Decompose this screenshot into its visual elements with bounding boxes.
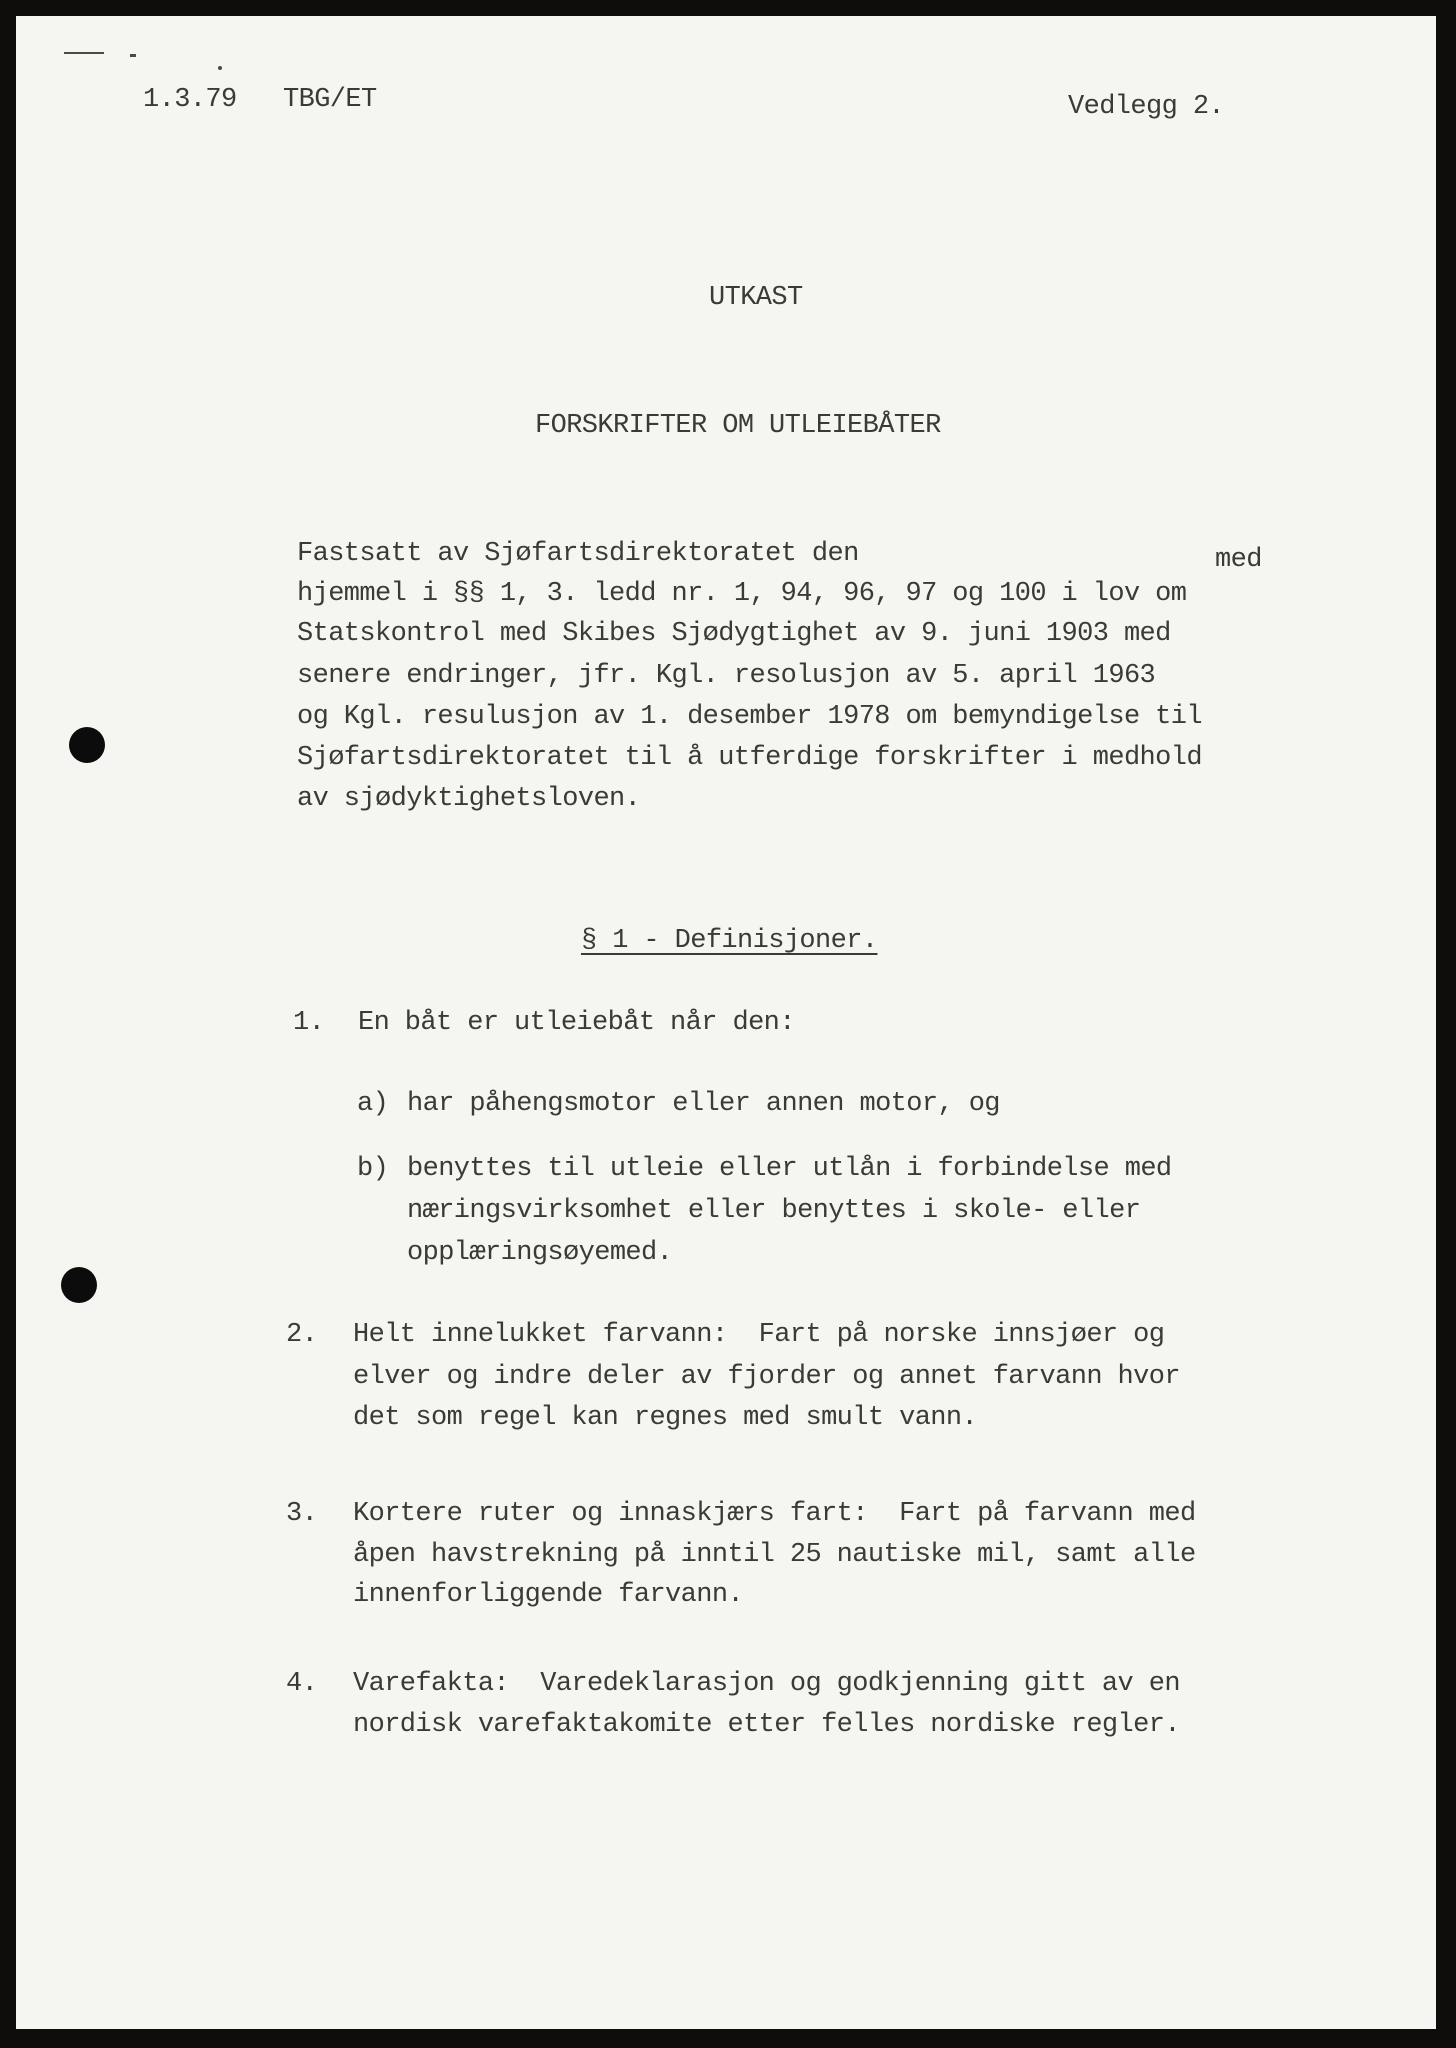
document-page (16, 16, 1436, 2029)
item-text: Helt innelukket farvann: Fart på norske innsjøer og (353, 1320, 1165, 1350)
stray-mark (130, 54, 136, 57)
author-initials: TBG/ET (283, 85, 377, 115)
section-heading: § 1 - Definisjoner. (581, 926, 878, 956)
punch-hole (61, 1267, 97, 1303)
item-text: Varefakta: Varedeklarasjon og godkjenning gitt av en (353, 1669, 1180, 1699)
item-text: åpen havstrekning på inntil 25 nautiske mil, samt alle (353, 1540, 1196, 1570)
preamble-line: av sjødyktighetsloven. (297, 784, 641, 814)
item-text: elver og indre deler av fjorder og annet farvann hvor (353, 1362, 1180, 1392)
document-title: FORSKRIFTER OM UTLEIEBÅTER (535, 411, 941, 441)
item-number: 1. (293, 1008, 325, 1038)
item-number: 2. (286, 1320, 318, 1350)
item-number: 4. (286, 1669, 318, 1699)
preamble-line: Sjøfartsdirektoratet til å utferdige forskrifter i medhold (297, 743, 1202, 773)
preamble-line-end: med (1215, 545, 1262, 575)
draft-label: UTKAST (709, 283, 803, 313)
date-reference: 1.3.79 (143, 85, 237, 115)
item-text: nordisk varefaktakomite etter felles nordiske regler. (353, 1710, 1180, 1740)
preamble-line: Fastsatt av Sjøfartsdirektoratet den (297, 539, 859, 569)
subitem-text: benyttes til utleie eller utlån i forbindelse med (407, 1154, 1172, 1184)
subitem-text: har påhengsmotor eller annen motor, og (407, 1089, 1000, 1119)
item-text: Kortere ruter og innaskjærs fart: Fart på farvann med (353, 1499, 1196, 1529)
stray-mark (218, 66, 222, 70)
preamble-line: og Kgl. resulusjon av 1. desember 1978 om bemyndigelse til (297, 702, 1202, 732)
item-text: En båt er utleiebåt når den: (358, 1008, 795, 1038)
stray-mark (64, 52, 104, 54)
preamble-line: senere endringer, jfr. Kgl. resolusjon av 5. april 1963 (297, 661, 1156, 691)
subitem-text: næringsvirksomhet eller benyttes i skole- eller (407, 1196, 1141, 1226)
subitem-text: opplæringsøyemed. (407, 1238, 673, 1268)
subitem-label: a) (357, 1089, 389, 1119)
item-text: det som regel kan regnes med smult vann. (353, 1403, 978, 1433)
subitem-label: b) (357, 1154, 389, 1184)
preamble-line: Statskontrol med Skibes Sjødygtighet av 9. juni 1903 med (297, 619, 1171, 649)
preamble-line: hjemmel i §§ 1, 3. ledd nr. 1, 94, 96, 97 og 100 i lov om (297, 579, 1187, 609)
attachment-label: Vedlegg 2. (1068, 92, 1225, 122)
punch-hole (69, 727, 105, 763)
item-text: innenforliggende farvann. (353, 1580, 744, 1610)
item-number: 3. (286, 1499, 318, 1529)
